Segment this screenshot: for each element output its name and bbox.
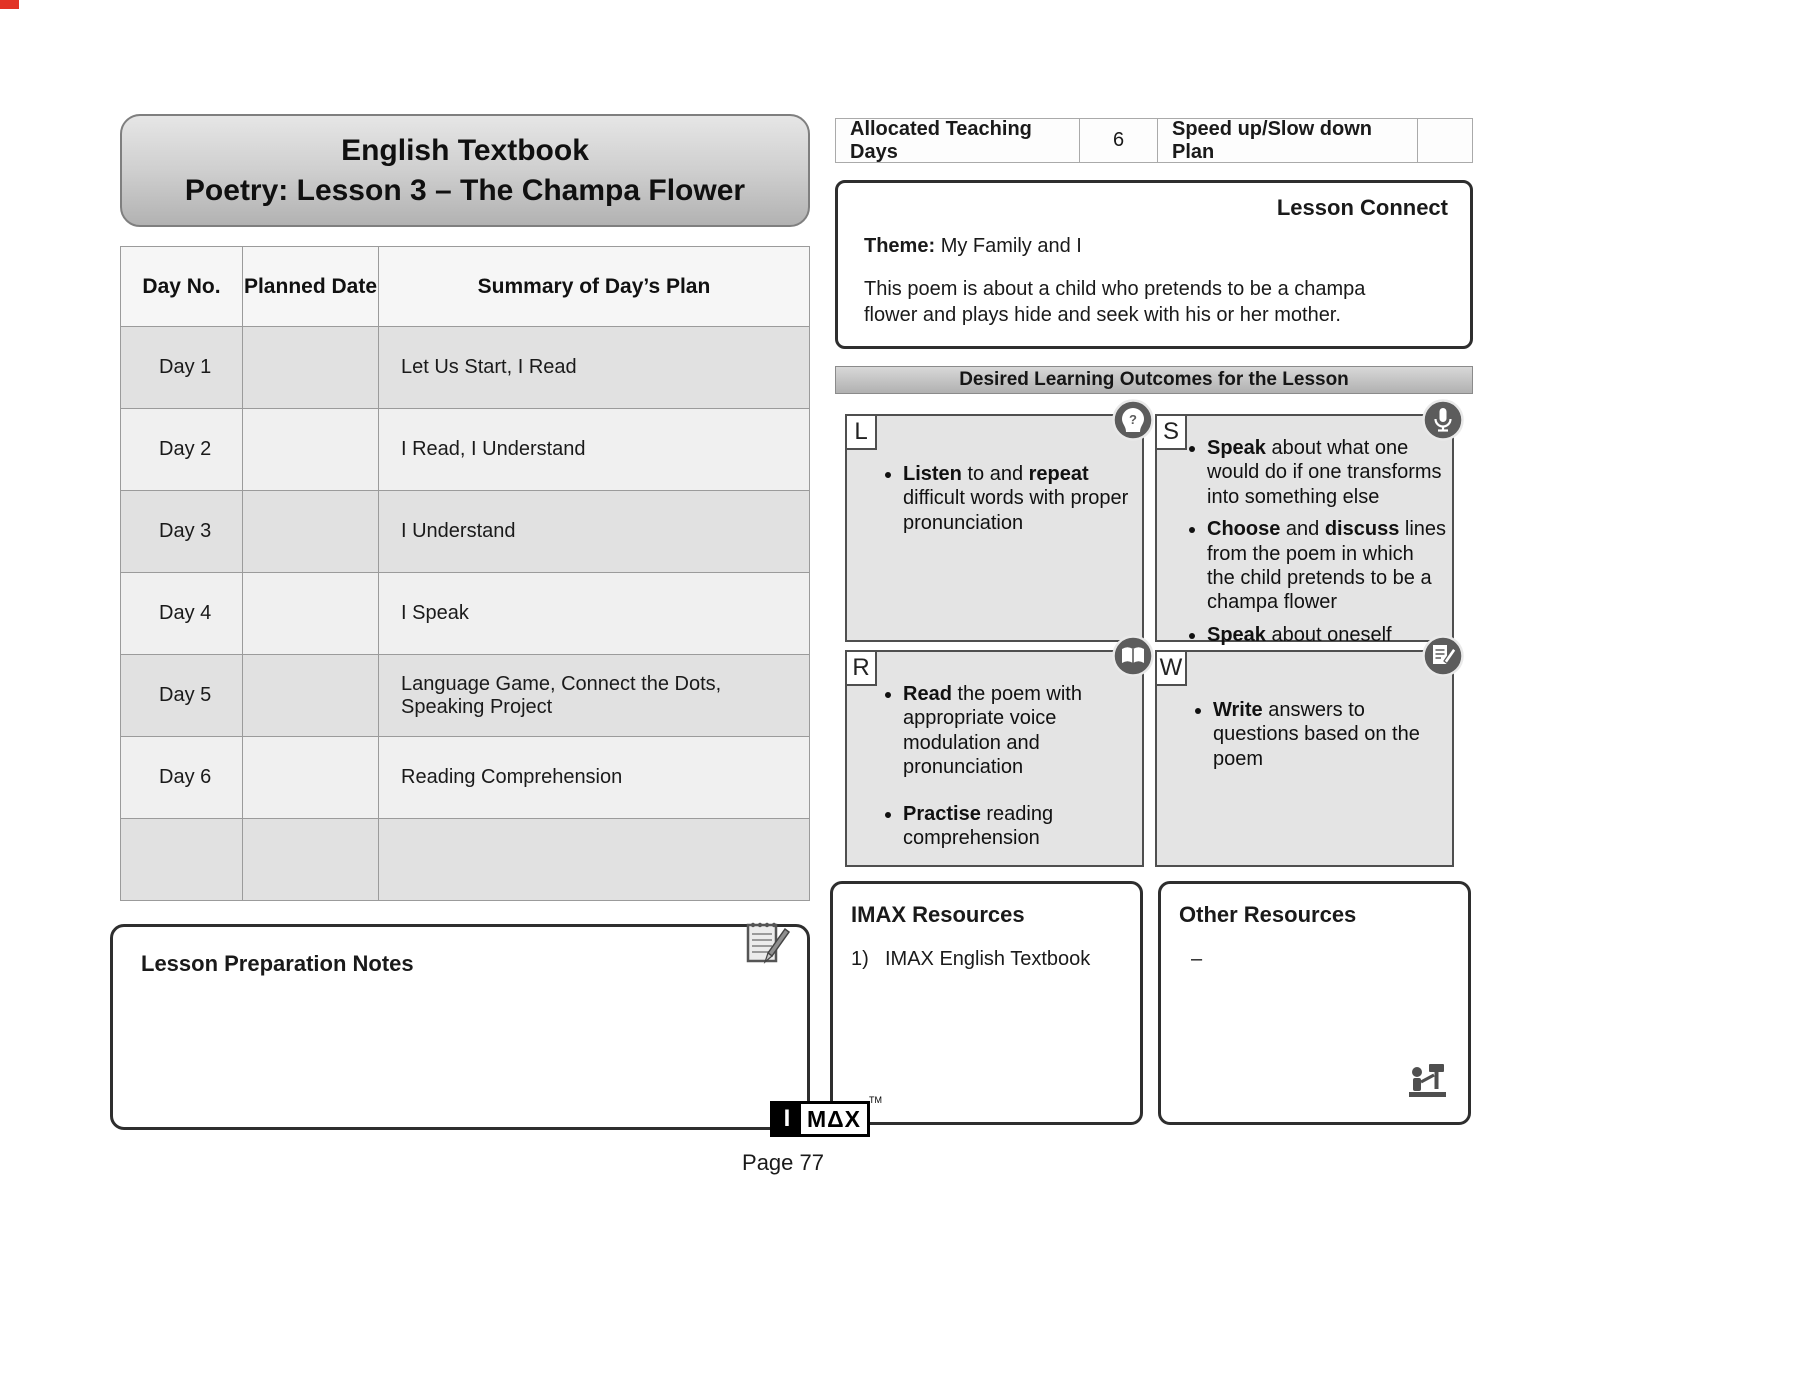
- planned-date-cell: [243, 655, 379, 737]
- table-row: [121, 573, 810, 655]
- outcome-quadrant-reading: [845, 650, 1144, 867]
- lesson-title-box: [120, 114, 810, 227]
- outcome-bullet: • Practise reading comprehension: [903, 802, 1130, 851]
- imax-resources-title: IMAX Resources: [851, 902, 1025, 927]
- day-plan-table: [120, 246, 810, 901]
- summary-cell: Language Game, Connect the Dots, Speaking Project: [379, 655, 810, 737]
- summary-cell: I Understand: [379, 491, 810, 573]
- resource-item-text: IMAX English Textbook: [885, 948, 1091, 970]
- lesson-title: Poetry: Lesson 3 – The Champa Flower: [184, 173, 746, 207]
- summary-cell: I Read, I Understand: [379, 409, 810, 491]
- outcome-bullet: • Speak about oneself: [1207, 623, 1446, 647]
- theme-label: Theme:: [864, 235, 936, 257]
- day-cell: Day 1: [121, 327, 243, 409]
- outcome-quadrant-speaking: [1155, 414, 1454, 646]
- col-header-summary: Summary of Day’s Plan: [379, 247, 810, 327]
- outcome-quadrant-writing: [1155, 650, 1454, 867]
- table-head: [121, 247, 810, 327]
- speaking-mic-icon: [1422, 399, 1464, 441]
- desired-outcomes-banner: Desired Learning Outcomes for the Lesson: [835, 366, 1473, 394]
- outcome-bullet-list-l: [847, 416, 1142, 535]
- table-row: [121, 655, 810, 737]
- summary-cell: Reading Comprehension: [379, 737, 810, 819]
- reading-icon: [1112, 635, 1154, 677]
- svg-text:?: ?: [1129, 412, 1137, 427]
- lesson-connect-description: This poem is about a child who pretends to be a champa flower and plays hide and seek with his or her mother.: [864, 278, 1366, 326]
- other-resources-box: [1158, 881, 1471, 1125]
- summary-cell: I Speak: [379, 573, 810, 655]
- notepad-pencil-icon: [741, 915, 793, 972]
- imax-logo-max: MΔX: [806, 1105, 862, 1132]
- imax-logo: [770, 1095, 882, 1137]
- outcome-bullet-list-s: [1157, 416, 1452, 647]
- col-header-planned-date: Planned Date: [243, 247, 379, 327]
- day-cell: Day 6: [121, 737, 243, 819]
- day-cell: [121, 819, 243, 901]
- planned-date-cell: [243, 491, 379, 573]
- table-row: [121, 327, 810, 409]
- speed-plan-value: [1418, 119, 1472, 162]
- summary-cell: Let Us Start, I Read: [379, 327, 810, 409]
- table-header-row: [121, 247, 810, 327]
- outcome-bullet-list-r: [847, 652, 1142, 850]
- table-row: [121, 409, 810, 491]
- allocated-teaching-days-label: Allocated Teaching Days: [836, 119, 1080, 162]
- theme-value: My Family and I: [940, 235, 1082, 257]
- outcome-bullet: • Listen to and repeat difficult words with proper pronunciation: [903, 462, 1130, 535]
- table-row: [121, 737, 810, 819]
- tools-icon: [1402, 1055, 1452, 1110]
- planned-date-cell: [243, 573, 379, 655]
- other-resources-title: Other Resources: [1179, 902, 1357, 927]
- page-number: Page 77: [742, 1150, 824, 1175]
- imax-resource-item: [851, 948, 1122, 971]
- listening-icon: [1112, 399, 1154, 441]
- page-corner-mark: [0, 0, 19, 9]
- planned-date-cell: [243, 327, 379, 409]
- outcome-quadrant-listening: [845, 414, 1144, 642]
- quadrant-letter-w: W: [1155, 650, 1187, 686]
- planned-date-cell: [243, 819, 379, 901]
- lesson-connect-box: [835, 180, 1473, 349]
- imax-logo-tm: TM: [869, 1095, 882, 1105]
- allocation-bar: [835, 118, 1473, 163]
- planned-date-cell: [243, 409, 379, 491]
- summary-cell: [379, 819, 810, 901]
- outcome-bullet: • Speak about what one would do if one transforms into something else: [1207, 436, 1446, 509]
- day-cell: Day 5: [121, 655, 243, 737]
- table-row: [121, 491, 810, 573]
- table-body: [121, 327, 810, 901]
- theme-line: [864, 235, 1448, 258]
- planned-date-cell: [243, 737, 379, 819]
- allocated-teaching-days-value: 6: [1080, 119, 1158, 162]
- outcome-bullet-list-w: [1157, 652, 1452, 771]
- speed-plan-label: Speed up/Slow down Plan: [1158, 119, 1418, 162]
- quadrant-letter-l: L: [845, 414, 877, 450]
- quadrant-letter-s: S: [1155, 414, 1187, 450]
- outcome-bullet: • Choose and discuss lines from the poem in which the child pretends to be a champa flower: [1207, 517, 1446, 615]
- table-row: [121, 819, 810, 901]
- book-title: English Textbook: [341, 133, 589, 167]
- imax-logo-i: I: [773, 1104, 801, 1134]
- lesson-connect-title: Lesson Connect: [1276, 195, 1448, 220]
- other-resource-item: –: [1191, 948, 1203, 970]
- imax-resources-box: [830, 881, 1143, 1125]
- day-cell: Day 3: [121, 491, 243, 573]
- outcome-bullet: • Write answers to questions based on the poem: [1213, 698, 1440, 771]
- outcome-bullet: • Read the poem with appropriate voice modulation and pronunciation: [903, 682, 1130, 780]
- resource-item-number: 1): [851, 948, 869, 970]
- writing-icon: [1422, 635, 1464, 677]
- day-cell: Day 4: [121, 573, 243, 655]
- day-cell: Day 2: [121, 409, 243, 491]
- quadrant-letter-r: R: [845, 650, 877, 686]
- prep-notes-title: Lesson Preparation Notes: [141, 951, 414, 976]
- col-header-day-no: Day No.: [121, 247, 243, 327]
- lesson-preparation-notes-box: [110, 924, 810, 1130]
